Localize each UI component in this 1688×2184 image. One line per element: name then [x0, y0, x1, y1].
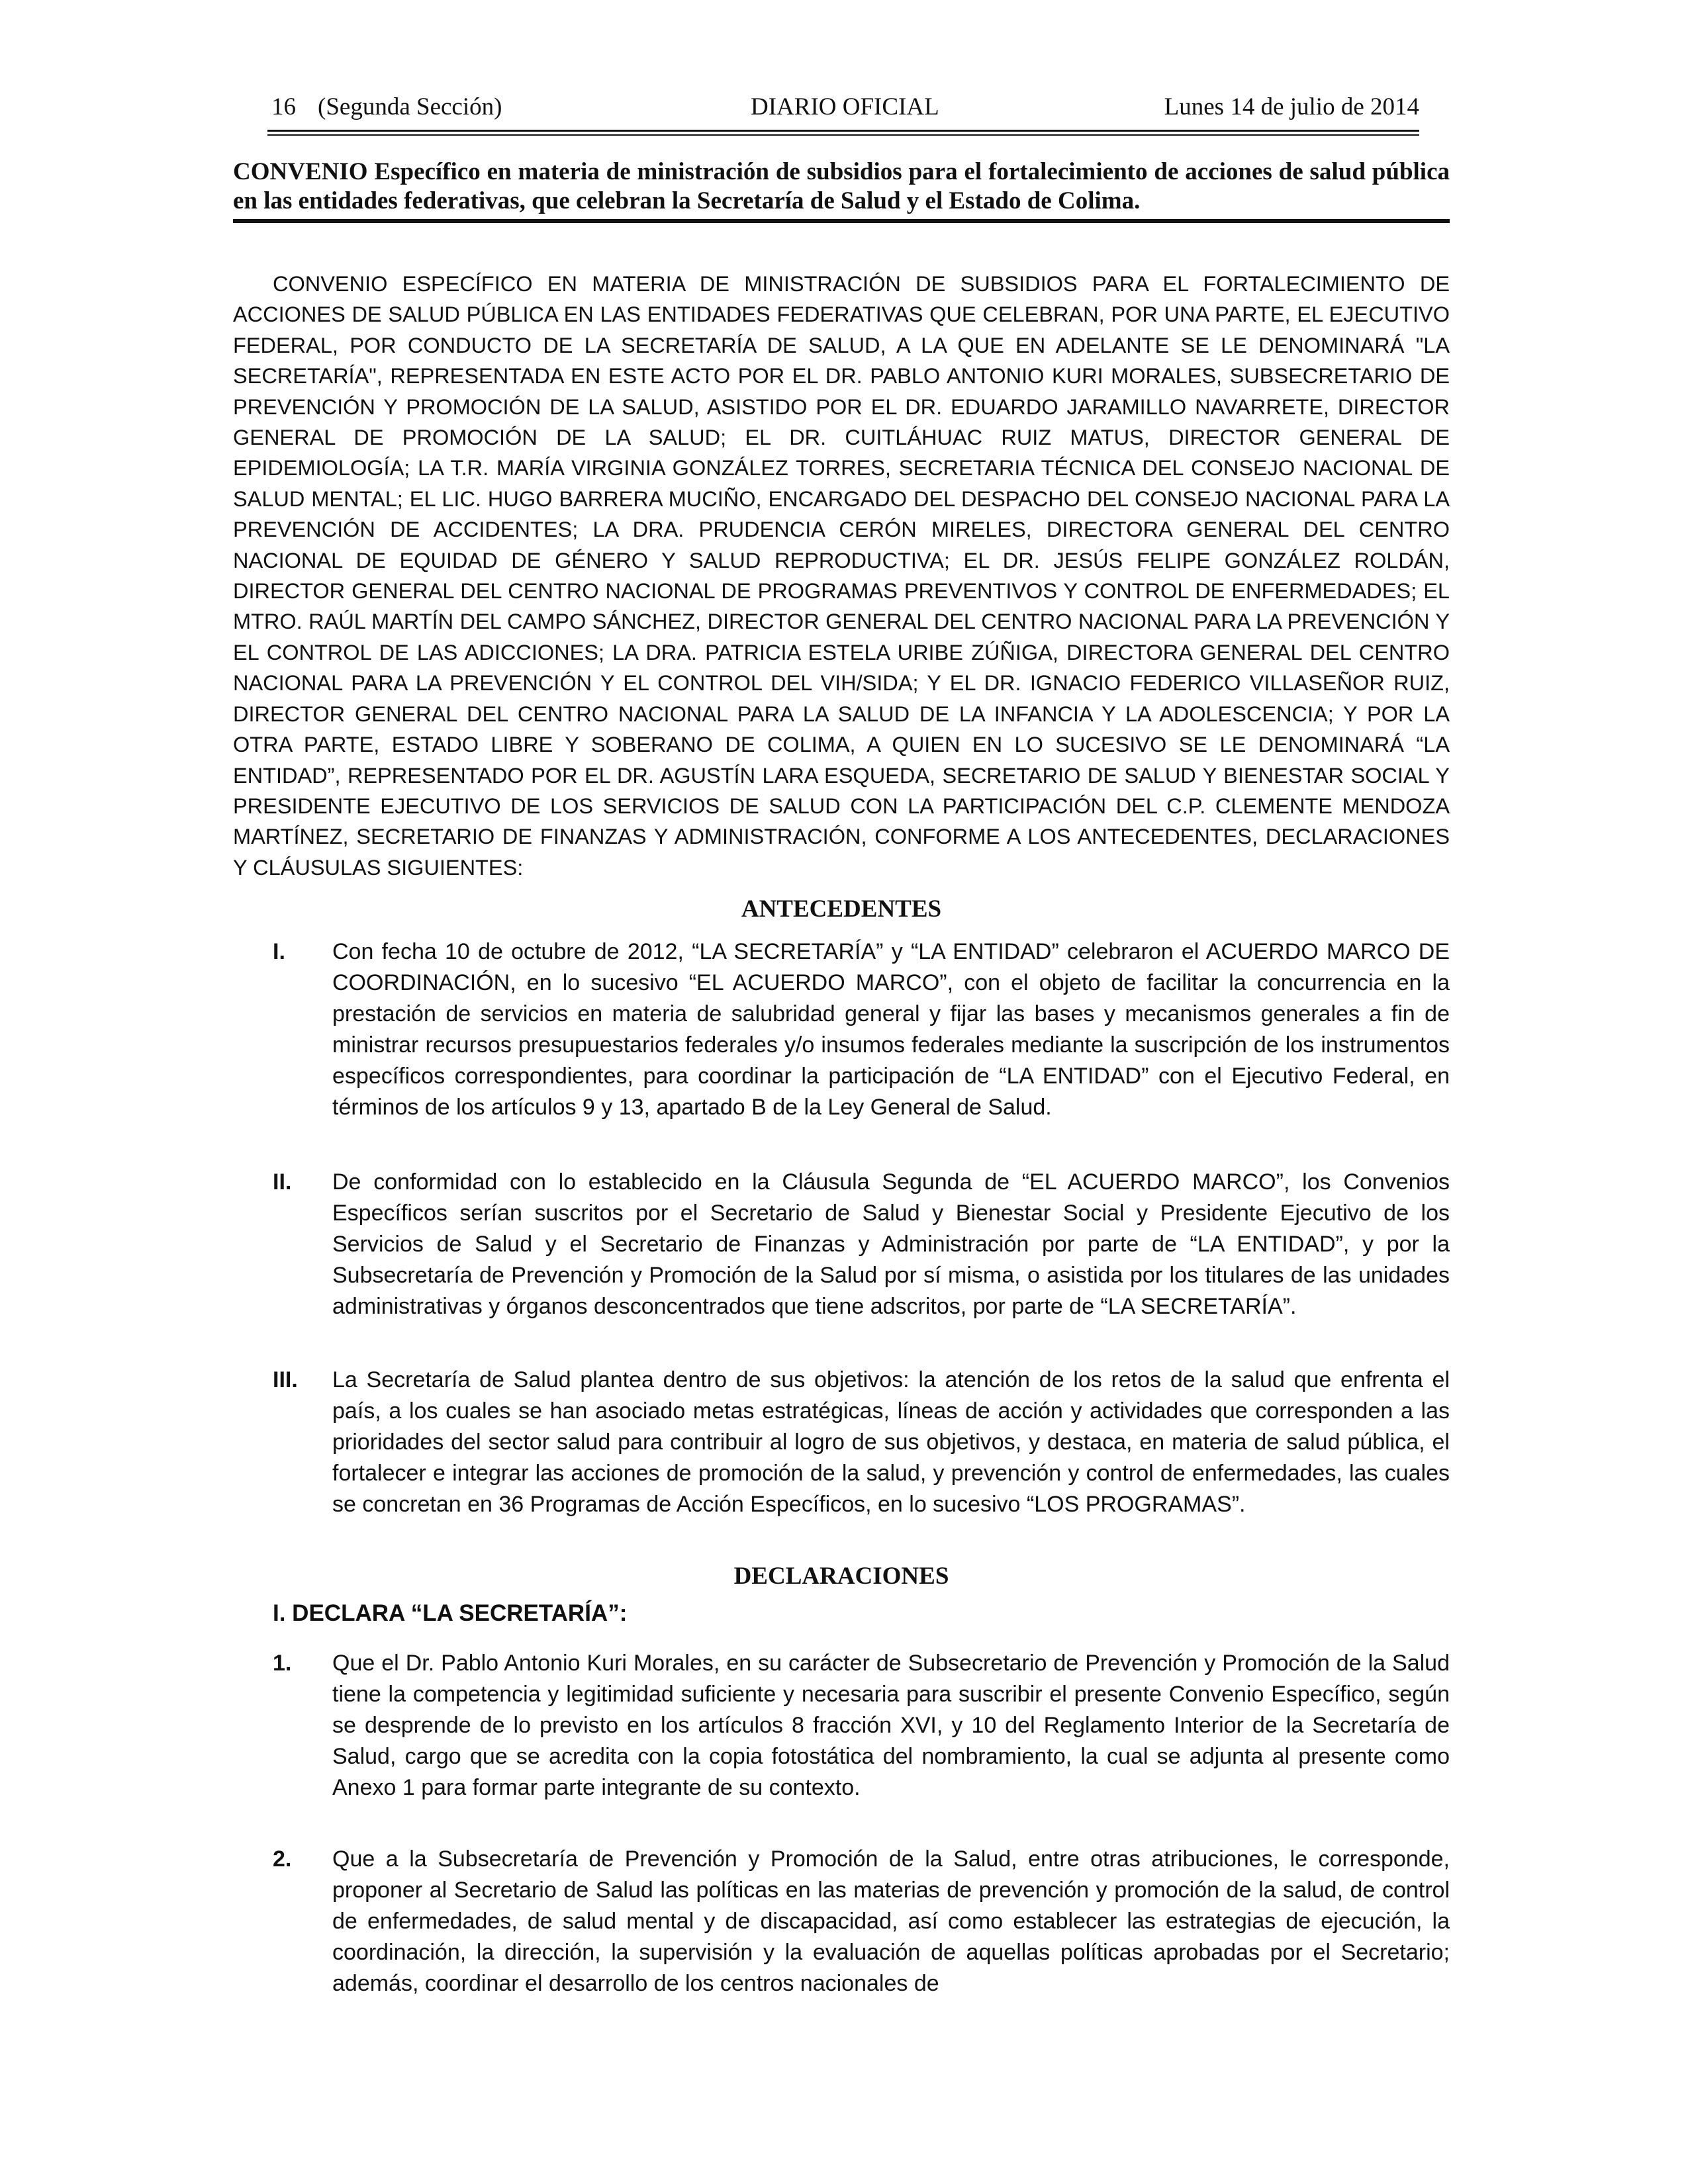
- item-number: 2.: [273, 1846, 292, 1872]
- antecedente-item: [233, 1365, 1450, 1520]
- publication-name: DIARIO OFICIAL: [751, 93, 939, 120]
- declaraciones-heading: DECLARACIONES: [733, 1563, 949, 1590]
- item-number: II.: [273, 1169, 292, 1195]
- item-text: Que el Dr. Pablo Antonio Kuri Morales, en su carácter de Subsecretario de Prevención y Promoción de la Salud tiene la competencia y legitimidad suficiente y necesaria para suscribir el presente Convenio Específico, según se desprende de lo previsto en los artículos 8 fracción XVI, y 10 del Reglamento Interior de la Secretaría de Salud, cargo que se acredita con la copia fotostática del nombramiento, la cual se adjunta al presente como Anexo 1 para formar parte integrante de su contexto.: [332, 1651, 1450, 1800]
- title-lead: CONVENIO: [233, 158, 368, 185]
- header-rule-bottom: [267, 134, 1419, 136]
- page-number: 16: [271, 93, 296, 120]
- item-text: La Secretaría de Salud plantea dentro de sus objetivos: la atención de los retos de la salud que enfrenta el país, a los cuales se han asociado metas estratégicas, líneas de acción y actividades que corresponden a las prioridades del sector salud para contribuir al logro de sus objetivos, y destaca, en materia de salud pública, el fortalecer e integrar las acciones de promoción de la salud, y prevención y control de enfermedades, las cuales se concretan en 36 Programas de Acción Específicos, en lo sucesivo “LOS PROGRAMAS”.: [332, 1367, 1450, 1517]
- declaracion-item: [233, 1648, 1450, 1803]
- section-label: (Segunda Sección): [318, 93, 502, 120]
- item-number: I.: [273, 939, 285, 964]
- declaraciones-subheading: I. DECLARA “LA SECRETARÍA”:: [273, 1600, 628, 1626]
- antecedentes-heading: ANTECEDENTES: [741, 895, 942, 923]
- intro-paragraph: CONVENIO ESPECÍFICO EN MATERIA DE MINISTRACIÓN DE SUBSIDIOS PARA EL FORTALECIMIENTO DE ACCIONES DE SALUD PÚBLICA EN LAS ENTIDADES FEDERATIVAS QUE CELEBRAN, POR UNA PARTE, EL EJECUTIVO FEDERAL, POR CONDUCTO DE LA SECRETARÍA DE SALUD, A LA QUE EN ADELANTE SE LE DENOMINARÁ "LA SECRETARÍA", REPRESENTADA EN ESTE ACTO POR EL DR. PABLO ANTONIO KURI MORALES, SUBSECRETARIO DE PREVENCIÓN Y PROMOCIÓN DE LA SALUD, ASISTIDO POR EL DR. EDUARDO JARAMILLO NAVARRETE, DIRECTOR GENERAL DE PROMOCIÓN DE LA SALUD; EL DR. CUITLÁHUAC RUIZ MATUS, DIRECTOR GENERAL DE EPIDEMIOLOGÍA; LA T.R. MARÍA VIRGINIA GONZÁLEZ TORRES, SECRETARIA TÉCNICA DEL CONSEJO NACIONAL DE SALUD MENTAL; EL LIC. HUGO BARRERA MUCIÑO, ENCARGADO DEL DESPACHO DEL CONSEJO NACIONAL PARA LA PREVENCIÓN DE ACCIDENTES; LA DRA. PRUDENCIA CERÓN MIRELES, DIRECTORA GENERAL DEL CENTRO NACIONAL DE EQUIDAD DE GÉNERO Y SALUD REPRODUCTIVA; EL DR. JESÚS FELIPE GONZÁLEZ ROLDÁN, DIRECTOR GENERAL DEL CENTRO NACIONAL DE PROGRAMAS PREVENTIVOS Y CONTROL DE ENFERMEDADES; EL MTRO. RAÚL MARTÍN DEL CAMPO SÁNCHEZ, DIRECTOR GENERAL DEL CENTRO NACIONAL PARA LA PREVENCIÓN Y EL CONTROL DE LAS ADICCIONES; LA DRA. PATRICIA ESTELA URIBE ZÚÑIGA, DIRECTORA GENERAL DEL CENTRO NACIONAL PARA LA PREVENCIÓN Y EL CONTROL DEL VIH/SIDA; Y EL DR. IGNACIO FEDERICO VILLASEÑOR RUIZ, DIRECTOR GENERAL DEL CENTRO NACIONAL PARA LA SALUD DE LA INFANCIA Y LA ADOLESCENCIA; Y POR LA OTRA PARTE, ESTADO LIBRE Y SOBERANO DE COLIMA, A QUIEN EN LO SUCESIVO SE LE DENOMINARÁ “LA ENTIDAD”, REPRESENTADO POR EL DR. AGUSTÍN LARA ESQUEDA, SECRETARIO DE SALUD Y BIENESTAR SOCIAL Y PRESIDENTE EJECUTIVO DE LOS SERVICIOS DE SALUD CON LA PARTICIPACIÓN DEL C.P. CLEMENTE MENDOZA MARTÍNEZ, SECRETARIO DE FINANZAS Y ADMINISTRACIÓN, CONFORME A LOS ANTECEDENTES, DECLARACIONES Y CLÁUSULAS SIGUIENTES:: [233, 272, 1450, 880]
- antecedente-item: [233, 936, 1450, 1123]
- item-text: De conformidad con lo establecido en la Cláusula Segunda de “EL ACUERDO MARCO”, los Convenios Específicos serían suscritos por el Secretario de Salud y Bienestar Social y Presidente Ejecutivo de los Servicios de Salud y el Secretario de Finanzas y Administración por parte de “LA ENTIDAD”, y por la Subsecretaría de Prevención y Promoción de la Salud por sí misma, o asistida por los titulares de las unidades administrativas y órganos desconcentrados que tiene adscritos, por parte de “LA SECRETARÍA”.: [332, 1169, 1450, 1319]
- item-text: Que a la Subsecretaría de Prevención y Promoción de la Salud, entre otras atribuciones, le corresponde, proponer al Secretario de Salud las políticas en las materias de prevención y promoción de la salud, de control de enfermedades, de salud mental y de discapacidad, así como establecer las estrategias de ejecución, la coordinación, la dirección, la supervisión y la evaluación de aquellas políticas aprobadas por el Secretario; además, coordinar el desarrollo de los centros nacionales de: [332, 1846, 1450, 1996]
- item-number: 1.: [273, 1651, 292, 1676]
- document-title: [233, 158, 1450, 216]
- item-number: III.: [273, 1367, 298, 1392]
- header-rule-top: [267, 130, 1419, 132]
- publication-date: Lunes 14 de julio de 2014: [1164, 93, 1419, 120]
- title-rest: Específico en materia de ministración de subsidios para el fortalecimiento de acciones de salud pública en las entidades federativas, que celebran la Secretaría de Salud y el Estado de Colima.: [233, 158, 1450, 214]
- page-header: [267, 93, 1419, 126]
- item-text: Con fecha 10 de octubre de 2012, “LA SECRETARÍA” y “LA ENTIDAD” celebraron el ACUERDO MARCO DE COORDINACIÓN, en lo sucesivo “EL ACUERDO MARCO”, con el objeto de facilitar la concurrencia en la prestación de servicios en materia de salubridad general y fijar las bases y mecanismos generales a fin de ministrar recursos presupuestarios federales y/o insumos federales mediante la suscripción de los instrumentos específicos correspondientes, para coordinar la participación de “LA ENTIDAD” con el Ejecutivo Federal, en términos de los artículos 9 y 13, apartado B de la Ley General de Salud.: [332, 939, 1450, 1120]
- antecedente-item: [233, 1167, 1450, 1322]
- declaracion-item: [233, 1844, 1450, 1999]
- title-rule: [233, 219, 1450, 223]
